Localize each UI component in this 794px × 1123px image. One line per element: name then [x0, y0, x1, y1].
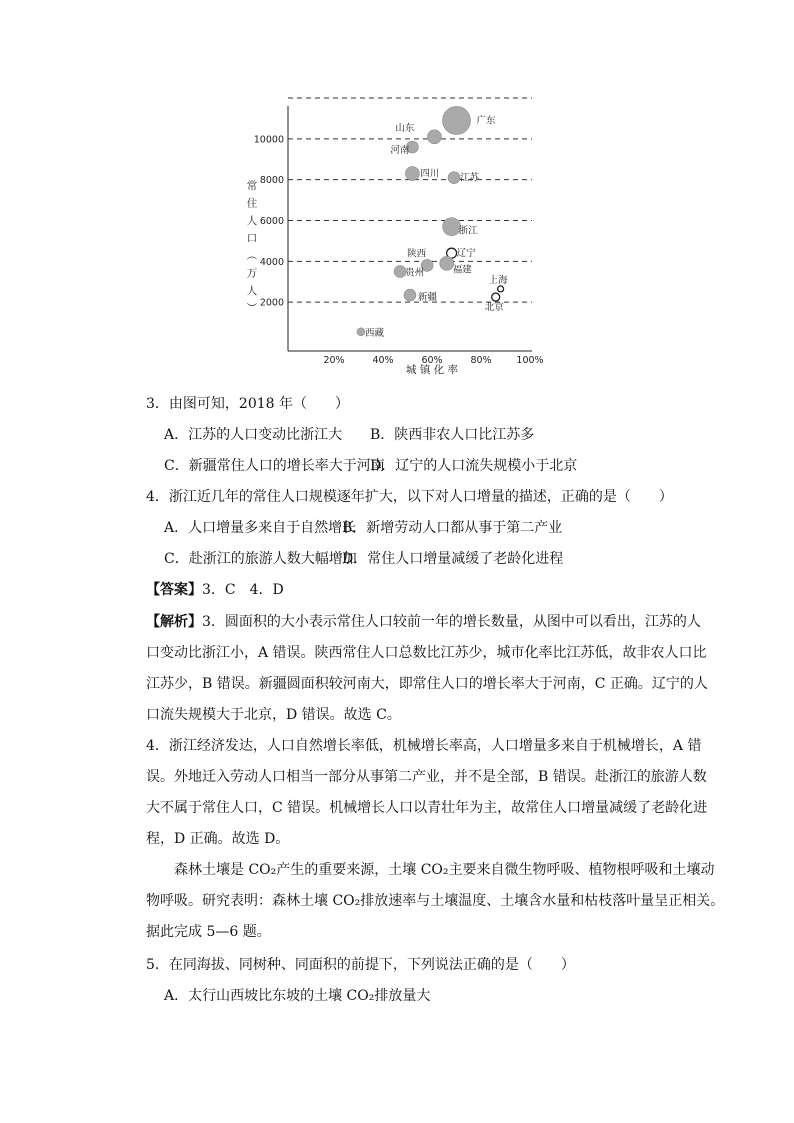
analysis-line-1: [146, 612, 701, 632]
bubble-上海: [498, 286, 504, 292]
bubble-label: 新疆: [417, 292, 437, 304]
q4-stem: 4．浙江近几年的常住人口规模逐年扩大，以下对人口增量的描述，正确的是（ ）: [146, 489, 673, 505]
analysis-line-8: 程，D 正确。故选 D。: [146, 831, 290, 847]
bubble-四川: [405, 167, 419, 181]
q5-stem: 5．在同海拔、同树种、同面积的前提下，下列说法正确的是（ ）: [146, 957, 575, 973]
bubble-label: 福建: [452, 264, 472, 276]
bubble-广东: [443, 106, 471, 134]
y-axis-title-char: 常: [246, 180, 258, 192]
bubble-label: 山东: [395, 122, 415, 134]
analysis-line-6: 误。外地迁入劳动人口相当一部分从事第二产业，并不是全部，B 错误。赴浙江的旅游人数: [146, 769, 707, 785]
answer-value: 3．C 4．D: [202, 582, 284, 598]
y-axis-title-char: 万: [246, 267, 258, 280]
bubble-label: 北京: [484, 302, 504, 314]
x-tick-label: 40%: [372, 355, 394, 366]
material-line-3: 据此完成 5—6 题。: [146, 924, 271, 940]
analysis-line-3: 江苏少，B 错误。新疆圆面积较河南大，即常住人口的增长率大于河南，C 正确。辽宁的人: [146, 676, 708, 692]
bubble-山东: [427, 130, 441, 144]
q3-option-b: B．陕西非农人口比江苏多: [370, 427, 535, 443]
bubble-label: 贵州: [405, 267, 425, 279]
q4-option-c: C．赴浙江的旅游人数大幅增加: [164, 551, 357, 567]
answer-line: [146, 580, 284, 600]
bubble-label: 辽宁: [456, 248, 476, 260]
q3-option-c: C．新疆常住人口的增长率大于河南: [164, 458, 385, 474]
bubble-label: 浙江: [458, 225, 478, 237]
q3-option-a: A．江苏的人口变动比浙江大: [164, 427, 343, 443]
analysis-label: 【解析】: [146, 614, 202, 630]
x-tick-label: 20%: [323, 355, 345, 366]
material-line-2: 物呼吸。研究表明：森林土壤 CO₂排放速率与土壤温度、土壤含水量和枯枝落叶量呈正相关。: [146, 893, 725, 909]
q4-option-d: D．常住人口增量减缓了老龄化进程: [342, 551, 564, 567]
analysis-line-5: 4．浙江经济发达，人口自然增长率低，机械增长率高，人口增量多来自于机械增长，A 错: [146, 738, 702, 754]
bubble-label: 上海: [488, 274, 508, 286]
q3-option-d: D．辽宁的人口流失规模小于北京: [370, 458, 578, 474]
q5-option-a: A．太行山西坡比东坡的土壤 CO₂排放量大: [164, 988, 431, 1004]
bubble-labels: [365, 114, 508, 338]
y-axis-title-char: 人: [246, 285, 258, 297]
x-tick-label: 80%: [470, 355, 492, 366]
analysis-line-2: 口变动比浙江小，A 错误。陕西常住人口总数比江苏少，城市化率比江苏低，故非农人口比: [146, 645, 707, 661]
analysis-line-7: 大不属于常住人口，C 错误。机械增长人口以青壮年为主，故常住人口增量减缓了老龄化进: [146, 800, 708, 816]
x-tick-label: 100%: [516, 355, 544, 366]
answer-label: 【答案】: [146, 582, 202, 598]
y-tick-label: 10000: [253, 134, 284, 146]
y-tick-labels: [254, 134, 284, 308]
y-tick-label: 4000: [259, 256, 284, 268]
x-axis-title: 城 镇 化 率: [405, 364, 459, 376]
analysis-text-1: 3．圆面积的大小表示常住人口较前一年的增长数量，从图中可以看出，江苏的人: [202, 614, 701, 630]
population-bubble-chart: [240, 92, 550, 377]
bubble-西藏: [357, 328, 365, 336]
analysis-line-4: 口流失规模大于北京，D 错误。故选 C。: [146, 707, 401, 723]
bubble-江苏: [448, 172, 460, 184]
bubble-label: 河南: [390, 145, 410, 156]
y-tick-label: 2000: [259, 297, 284, 309]
y-axis-title-char: （: [245, 249, 257, 261]
bubble-label: 西藏: [364, 327, 384, 339]
bubble-北京: [492, 293, 500, 301]
bubble-label: 陕西: [407, 248, 427, 260]
material-line-1: 森林土壤是 CO₂产生的重要来源，土壤 CO₂主要来自微生物呼吸、植物根呼吸和土壤动: [174, 862, 715, 878]
x-tick-label: 60%: [421, 355, 443, 366]
bubble-新疆: [404, 289, 416, 301]
bubble-label: 四川: [420, 168, 440, 180]
y-axis-title-char: 住: [246, 197, 258, 210]
y-axis-title-char: 人: [246, 215, 258, 227]
y-tick-label: 8000: [259, 175, 284, 187]
y-tick-label: 6000: [259, 216, 284, 227]
q4-option-a: A．人口增量多来自于自然增长: [164, 520, 357, 536]
y-axis-title-char: ）: [245, 302, 257, 313]
bubble-label: 广东: [476, 115, 496, 127]
q4-option-b: B．新增劳动人口都从事于第二产业: [342, 520, 563, 536]
y-axis-title: [245, 179, 258, 313]
bubble-福建: [440, 256, 454, 270]
y-axis-title-char: 口: [246, 232, 258, 245]
q3-stem: 3．由图可知，2018 年（ ）: [146, 396, 349, 412]
bubble-label: 江苏: [460, 172, 480, 184]
